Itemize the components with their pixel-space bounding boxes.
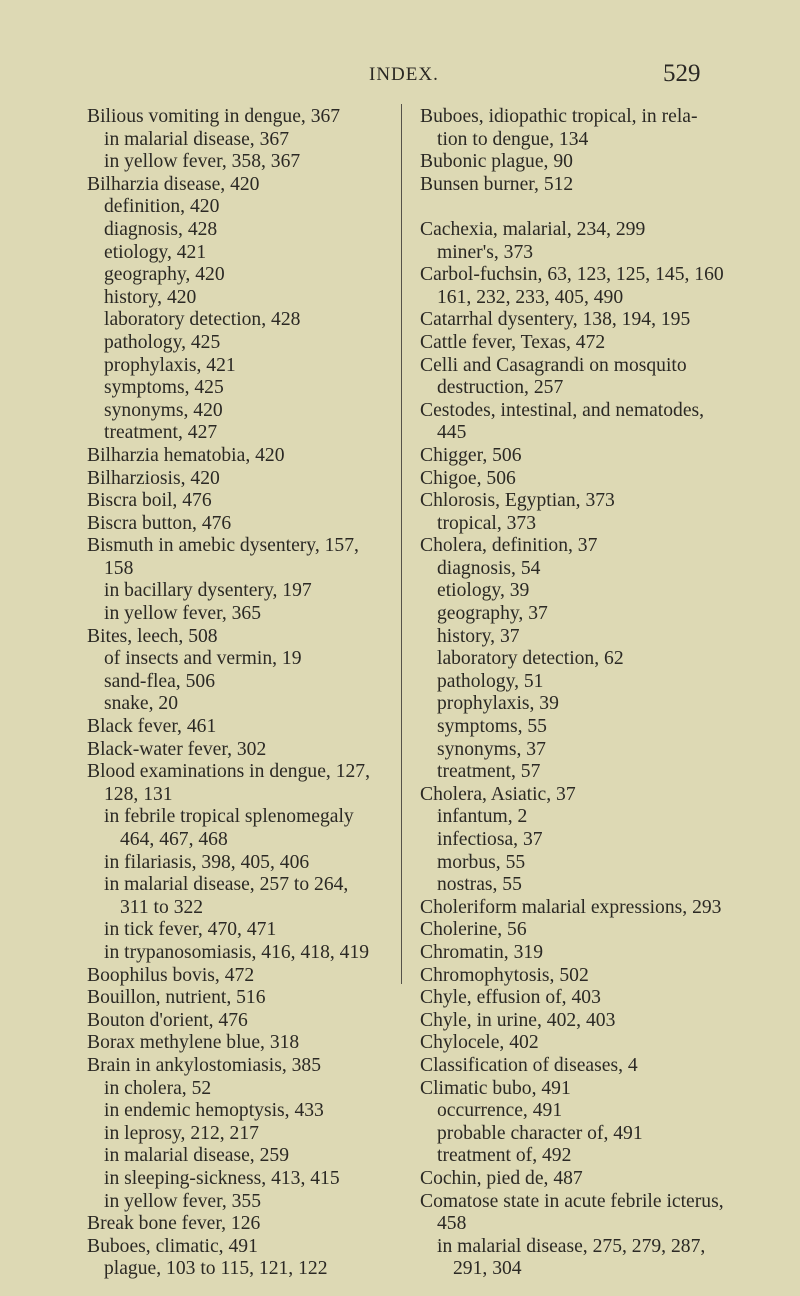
index-entry: Chyle, effusion of, 403 [420, 987, 601, 1009]
index-entry: Boophilus bovis, 472 [87, 964, 255, 986]
index-entry: Bilious vomiting in dengue, 367 [87, 106, 341, 127]
index-subentry: laboratory detection, 428 [104, 309, 301, 331]
index-entry: Bites, leech, 508 [87, 625, 218, 647]
index-subentry: in filariasis, 398, 405, 406 [104, 851, 310, 873]
index-subentry: 161, 232, 233, 405, 490 [437, 286, 624, 308]
index-subentry: miner's, 373 [437, 241, 534, 263]
index-entry: Classification of diseases, 4 [420, 1054, 638, 1076]
index-subentry: 158 [104, 557, 134, 579]
index-subentry: in malarial disease, 275, 279, 287, [437, 1235, 706, 1257]
index-subentry: in trypanosomiasis, 416, 418, 419 [104, 941, 370, 963]
index-entry: Celli and Casagrandi on mosquito [420, 354, 687, 376]
index-subentry: history, 37 [437, 625, 520, 647]
index-entry: Cholera, Asiatic, 37 [420, 783, 576, 805]
index-entry: Cestodes, intestinal, and nematodes, [420, 399, 705, 421]
index-subentry: 458 [437, 1213, 467, 1235]
index-entry: Bubonic plague, 90 [420, 151, 573, 173]
index-subentry: prophylaxis, 421 [104, 354, 236, 376]
index-subentry: in yellow fever, 365 [104, 603, 262, 625]
index-entry: Bunsen burner, 512 [420, 173, 574, 195]
index-entry: Cochin, pied de, 487 [420, 1167, 583, 1189]
index-subentry: laboratory detection, 62 [437, 648, 624, 670]
index-subentry: definition, 420 [104, 196, 220, 218]
index-entry: Chylocele, 402 [420, 1032, 539, 1054]
index-entry: Buboes, climatic, 491 [87, 1235, 258, 1257]
index-subentry: probable character of, 491 [437, 1122, 643, 1144]
index-entry: Buboes, idiopathic tropical, in rela- [420, 106, 698, 127]
index-subentry: in yellow fever, 355 [104, 1190, 262, 1212]
index-entry: Bismuth in amebic dysentery, 157, [87, 535, 359, 557]
index-subentry: in febrile tropical splenomegaly [104, 806, 354, 828]
index-subentry: morbus, 55 [437, 851, 526, 873]
index-entry: Chlorosis, Egyptian, 373 [420, 490, 615, 512]
index-entry: Black-water fever, 302 [87, 738, 267, 760]
index-subentry: symptoms, 55 [437, 716, 547, 738]
index-subentry: in malarial disease, 259 [104, 1145, 289, 1167]
index-subentry: infectiosa, 37 [437, 829, 543, 850]
index-entry: Brain in ankylostomiasis, 385 [87, 1054, 322, 1076]
index-entry: Catarrhal dysentery, 138, 194, 195 [420, 309, 691, 331]
index-entry: Borax methylene blue, 318 [87, 1032, 300, 1054]
index-subentry: plague, 103 to 115, 121, 122 [104, 1258, 328, 1280]
index-entry: Carbol-fuchsin, 63, 123, 125, 145, 160 [420, 264, 724, 286]
index-entry: Chigoe, 506 [420, 467, 516, 489]
index-subentry: geography, 420 [104, 264, 225, 286]
index-subentry: treatment, 57 [437, 761, 541, 783]
index-entry: Chyle, in urine, 402, 403 [420, 1009, 616, 1031]
index-entry: Choleriform malarial expressions, 293 [420, 896, 722, 918]
index-entry: Cattle fever, Texas, 472 [420, 331, 606, 353]
index-entry: Bilharzia disease, 420 [87, 173, 260, 195]
index-subentry: destruction, 257 [437, 377, 564, 399]
page-header [0, 60, 800, 94]
index-subentry: synonyms, 420 [104, 399, 223, 421]
index-subentry: in malarial disease, 367 [104, 128, 289, 150]
index-subentry: etiology, 421 [104, 241, 207, 263]
index-entry: Cholerine, 56 [420, 919, 527, 941]
index-entry: Black fever, 461 [87, 716, 217, 738]
section-gap [420, 196, 750, 219]
index-entry: Blood examinations in dengue, 127, [87, 761, 370, 783]
index-entry: Comatose state in acute febrile icterus, [420, 1190, 724, 1212]
index-subentry: in sleeping-sickness, 413, 415 [104, 1167, 340, 1189]
index-entry: Bouton d'orient, 476 [87, 1009, 248, 1031]
index-subentry: pathology, 51 [437, 670, 544, 692]
column-divider [401, 104, 402, 984]
index-subentry: 128, 131 [104, 783, 173, 805]
index-subentry: treatment, 427 [104, 422, 218, 444]
index-subentry: occurrence, 491 [437, 1100, 563, 1122]
index-subentry: tion to dengue, 134 [437, 128, 589, 150]
index-column-left [87, 106, 407, 1281]
index-subentry: of insects and vermin, 19 [104, 648, 302, 670]
index-entry: Chigger, 506 [420, 444, 522, 466]
index-subentry: in cholera, 52 [104, 1077, 212, 1099]
index-subentry: in bacillary dysentery, 197 [104, 580, 312, 602]
index-subentry: prophylaxis, 39 [437, 693, 559, 715]
index-subentry: 311 to 322 [120, 896, 204, 918]
index-subentry: in yellow fever, 358, 367 [104, 151, 301, 173]
index-subentry: symptoms, 425 [104, 377, 224, 399]
index-subentry: 291, 304 [453, 1258, 522, 1280]
index-entry: Biscra boil, 476 [87, 490, 212, 512]
index-subentry: in leprosy, 212, 217 [104, 1122, 259, 1144]
index-subentry: geography, 37 [437, 603, 548, 625]
index-subentry: diagnosis, 54 [437, 557, 541, 579]
index-entry: Chromatin, 319 [420, 941, 543, 963]
index-subentry: etiology, 39 [437, 580, 530, 602]
page-number: 529 [663, 60, 701, 87]
index-subentry: tropical, 373 [437, 512, 537, 534]
index-title: INDEX. [369, 64, 439, 85]
index-subentry: diagnosis, 428 [104, 218, 218, 240]
index-entry: Biscra button, 476 [87, 512, 232, 534]
index-entry: Chromophytosis, 502 [420, 964, 589, 986]
index-subentry: 445 [437, 422, 467, 444]
index-entry: Break bone fever, 126 [87, 1213, 261, 1235]
index-subentry: history, 420 [104, 286, 197, 308]
index-subentry: pathology, 425 [104, 331, 221, 353]
index-entry: Bilharziosis, 420 [87, 467, 220, 489]
index-subentry: snake, 20 [104, 693, 179, 715]
index-subentry: infantum, 2 [437, 806, 528, 828]
index-entry: Climatic bubo, 491 [420, 1077, 571, 1099]
index-subentry: nostras, 55 [437, 874, 522, 896]
index-entry: Bilharzia hematobia, 420 [87, 444, 285, 466]
index-entry: Cachexia, malarial, 234, 299 [420, 218, 646, 240]
index-entry: Cholera, definition, 37 [420, 535, 598, 557]
index-subentry: in endemic hemoptysis, 433 [104, 1100, 324, 1122]
index-subentry: treatment of, 492 [437, 1145, 572, 1167]
index-entry: Bouillon, nutrient, 516 [87, 987, 266, 1009]
index-subentry: in tick fever, 470, 471 [104, 919, 277, 941]
index-subentry: synonyms, 37 [437, 738, 546, 760]
index-subentry: sand-flea, 506 [104, 670, 215, 692]
index-column-right [420, 106, 750, 1281]
index-subentry: 464, 467, 468 [120, 829, 228, 850]
index-subentry: in malarial disease, 257 to 264, [104, 874, 349, 896]
